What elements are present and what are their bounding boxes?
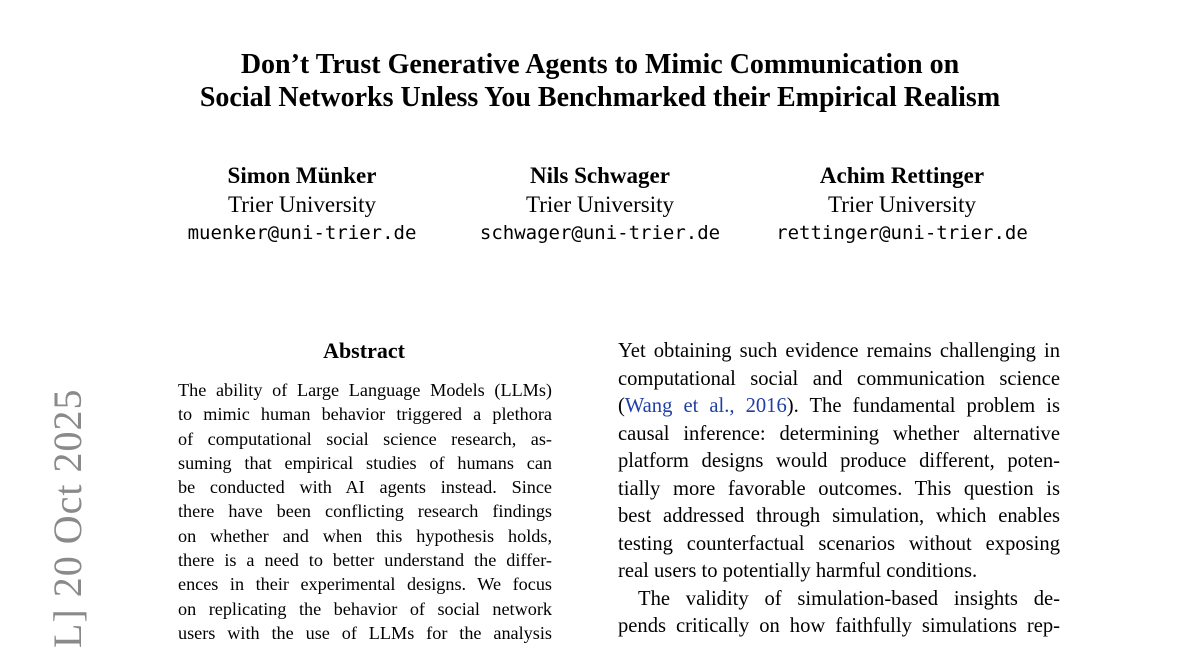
paper-title-line-2: Social Networks Unless You Benchmarked their Empirical Realism [199,82,1001,113]
citation-open-paren: ( [618,395,625,417]
intro-column [618,338,1060,641]
paper-title-line-1: Don’t Trust Generative Agents to Mimic Communication on [240,49,960,80]
abstract-line: there is a need to better understand the differ- [178,550,552,571]
abstract-line: of computational social science research, as- [178,428,552,449]
abstract-line: be conducted with AI agents instead. Since [178,477,552,498]
body-line: pends critically on how faithfully simulations rep- [618,615,1060,637]
author-name: Nils Schwager [530,163,670,188]
abstract-line: to mimic human behavior triggered a plethora [178,404,552,425]
author-block-1 [142,162,462,247]
abstract-line: ences in their experimental designs. We focus [178,574,552,595]
author-email: muenker@uni-trier.de [187,222,417,244]
author-affiliation: Trier University [827,192,976,217]
abstract-line: there have been conflicting research findings [178,501,552,522]
body-line: platform designs would produce different, poten- [618,450,1060,472]
abstract-line: on whether and when this hypothesis holds, [178,525,552,546]
body-line: computational social and communication science [618,367,1060,390]
author-name: Achim Rettinger [819,163,985,188]
body-line: causal inference: determining whether alternative [618,422,1060,445]
author-email: schwager@uni-trier.de [479,222,721,244]
body-line: real users to potentially harmful conditions. [618,560,978,582]
citation-link-wang-2016[interactable]: Wang et al., 2016 [624,395,787,417]
author-email: rettinger@uni-trier.de [776,222,1028,244]
author-affiliation: Trier University [227,192,376,217]
author-block-3 [742,162,1062,247]
arxiv-stamp: L] 20 Oct 2025 [45,388,90,648]
author-affiliation: Trier University [525,192,674,217]
body-line: best addressed through simulation, which enables [618,505,1060,527]
abstract-line: on replicating the behavior of social network [178,598,552,619]
author-name: Simon Münker [227,163,377,188]
paper-title [0,48,1200,114]
body-line: tially more favorable outcomes. This question is [618,477,1060,500]
author-block-2 [440,162,760,247]
abstract-line: users with the use of LLMs for the analysis [178,622,552,643]
body-line: testing counterfactual scenarios without exposing [618,532,1060,555]
abstract-line: suming that empirical studies of humans can [178,452,552,473]
body-line: Yet obtaining such evidence remains challenging in [618,340,1060,362]
body-text: ). The fundamental problem is [786,395,1060,417]
abstract-body [178,378,552,645]
body-line-with-citation [618,393,1060,421]
body-line: The validity of simulation-based insights de- [638,587,1060,610]
abstract-line: The ability of Large Language Models (LLMs) [178,380,552,400]
abstract-heading: Abstract [323,338,405,363]
